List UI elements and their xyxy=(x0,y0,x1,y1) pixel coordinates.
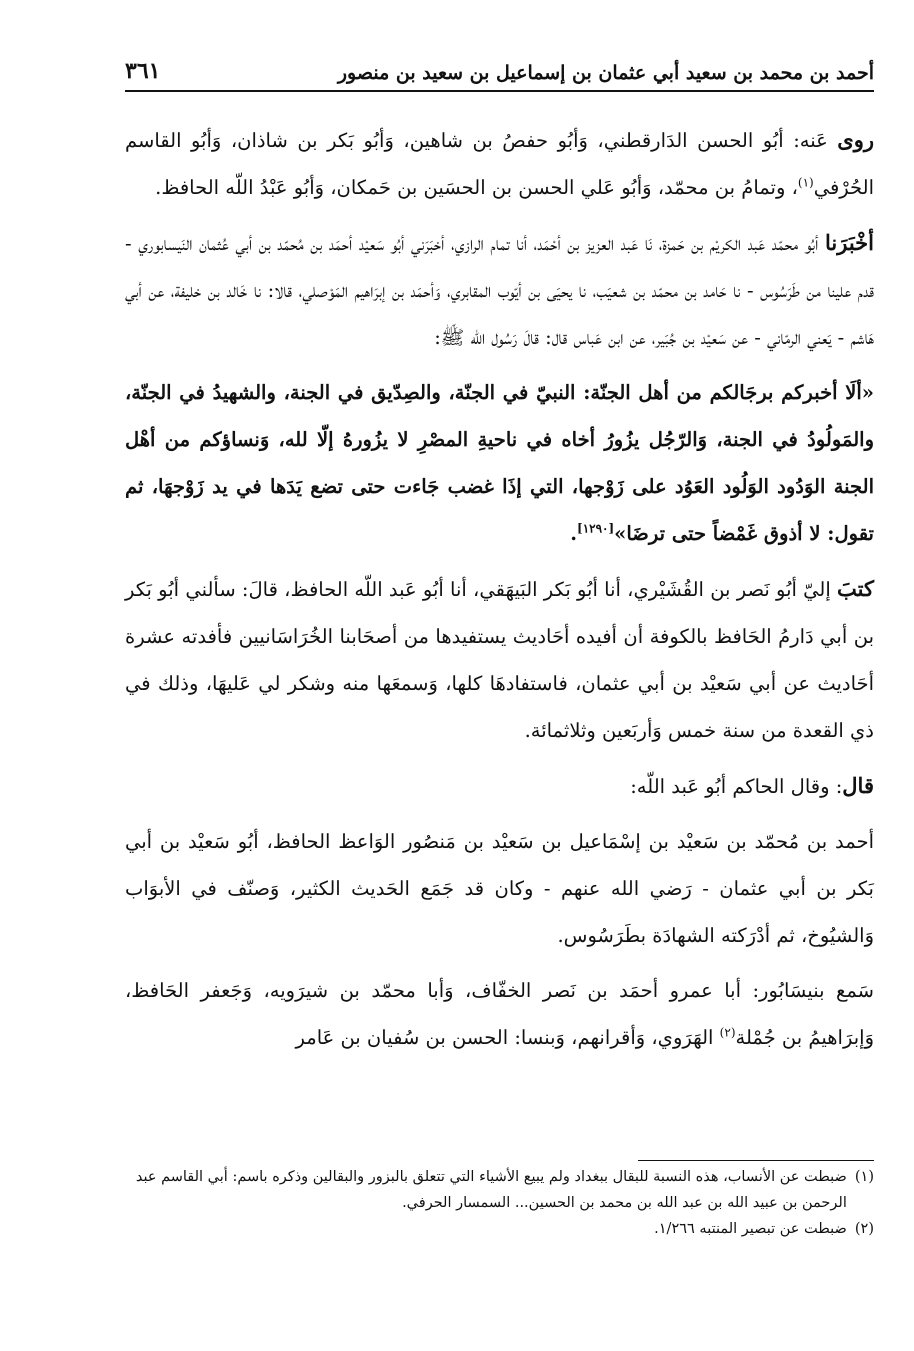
paragraph-text-cont: الهَرَوي، وَأقرانهم، وَبنسا: الحسن بن سُفيان بن عَامر xyxy=(295,1026,720,1049)
main-text xyxy=(125,116,874,1069)
hadith-text: «ألَا أخبركم برجَالكم من أهل الجنّة: النبيّ في الجنّة، والصِدّيق في الجنة، والشهيدُ في الجنّة، والمَولُودُ في الجنة، وَالرّجُل يزُورُ أخاه في ناحيةِ المصْرِ لا يزُورهُ إلّا لله، وَنساؤكم من أهْل الجنة الوَدُود الوَلُود العَوُد على زَوْجها، التي إذَا غضب جَاءت حتى تضع يَدَها في يد زَوْجهَا، ثم تقول: لا أذوق غَمْضاً حتى ترضَا» xyxy=(125,381,874,545)
paragraph-hadith xyxy=(125,369,874,557)
paragraph-teachers xyxy=(125,967,874,1061)
paragraph-text-cont: ، وتمامُ بن محمّد، وَأبُو عَلي الحسن بن الحسَين بن حَمكان، وَأبُو عَبْدُ اللّه الحافظ. xyxy=(155,176,798,199)
paragraph-letter xyxy=(125,565,874,754)
footnote-ref[interactable]: (٢) xyxy=(719,1025,736,1040)
paragraph-text: أبُو محمّد عَبد الكريْم بن حَمزة، نَا عَبد العزيز بن أحْمَد، أنا تمام الرازي، أخبَرَني أبُو سَعيْد أحمَد بن مُحمّد بن أبي عُثمان النَيسابوري - قدم علينا من طَرَسُوس - نا حَامد بن محمّد بن شعيَب، نا يحيَى بن أيّوب المقابري، وَأحمَد بن إبرَاهيم المَوْصلي، قالا: نا خَالد بن خليفة، عن أبي هَاشم - يَعني الرمّاني - عن سَعيْد بن جُبَير، عن ابن عَباس قال: قالَ رَسُول الله ﷺ: xyxy=(125,232,874,349)
footnote-text: ضبطت عن تبصير المنتبه ١/٢٦٦. xyxy=(654,1221,847,1237)
paragraph-narrators xyxy=(125,116,874,211)
footnote-divider xyxy=(638,1160,874,1161)
paragraph-lead: قال xyxy=(842,773,874,798)
footnote xyxy=(125,1216,874,1242)
paragraph-text: أحمد بن مُحمّد بن سَعيْد بن إسْمَاعيل بن سَعيْد بن مَنصُور الوَاعظ الحافظ، أبُو سَعيْد بن أبي بَكر بن أبي عثمان - رَضي الله عنهم - وكان قد جَمَع الحَديث الكثير، وَصنّف في الأبوَاب وَالشيُوخ، ثم أدْرَكته الشهادَة بطَرَسُوس. xyxy=(125,830,874,947)
hadith-end: . xyxy=(570,522,577,545)
page-number: ٣٦١ xyxy=(125,58,161,84)
paragraph-isnad xyxy=(125,219,874,361)
footnote xyxy=(125,1164,874,1216)
running-title: أحمد بن محمد بن سعيد أبي عثمان بن إسماعيل بن سعيد بن منصور xyxy=(337,62,874,84)
paragraph-text: إليّ أبُو نَصر بن القُشَيْري، أنا أبُو بَكر البَيهَقي، أنا أبُو عَبد اللّه الحافظ، قالَ: سألني أبُو بَكر بن أبي دَارمُ الحَافظ بالكوفة أن أفيده أحَاديث يستفيدها من أصحَابنا الخُرَاسَانيين فأفدته عشرة أحَاديث عن أبي سَعيْد بن أبي عثمان، فاستفادهَا كلها، وَسمعَها منه وشكر لي عَليهَا، وذلك في ذي القعدة من سنة خمس وَأربَعين وثلاثمائة. xyxy=(125,578,874,742)
footnotes xyxy=(125,1164,874,1242)
footnote-ref[interactable]: (١) xyxy=(797,175,814,190)
paragraph-biography xyxy=(125,818,874,959)
paragraph-lead: كتبَ xyxy=(837,576,874,601)
page-header xyxy=(125,46,874,92)
footnote-text: ضبطت عن الأنساب، هذه النسبة للبقال ببغداد ولم يبيع الأشياء التي تتعلق بالبزور والبقالين وذكره باسم: أبي القاسم عبد الرحمن بن عبيد الله بن عبد الله بن محمد بن الحسين... السمسار الحرفي. xyxy=(135,1169,847,1211)
paragraph-lead: أخْبَرَنا xyxy=(825,230,874,255)
footnote-number: (٢) xyxy=(854,1221,874,1237)
paragraph-lead: روى xyxy=(837,127,874,152)
paragraph-text: سَمع بنيسَابُور: أبا عمرو أحمَد بن نَصر الخفّاف، وَأبا محمّد بن شيرَويه، وَجَعفر الحَافظ، وَإبرَاهيمُ بن جُمْلة xyxy=(125,979,874,1049)
footnote-number: (١) xyxy=(854,1169,874,1185)
paragraph-text: عَنه: أبُو الحسن الدَارقطني، وَأبُو حفصُ بن شاهين، وَأبُو بَكر بن شاذان، وَأبُو القاسم الحُرْفي xyxy=(125,129,874,199)
paragraph-text: : وقال الحاكم أبُو عَبد اللّه: xyxy=(630,775,843,798)
paragraph-hakim xyxy=(125,762,874,810)
hadith-number: [١٢٩٠] xyxy=(577,521,615,536)
